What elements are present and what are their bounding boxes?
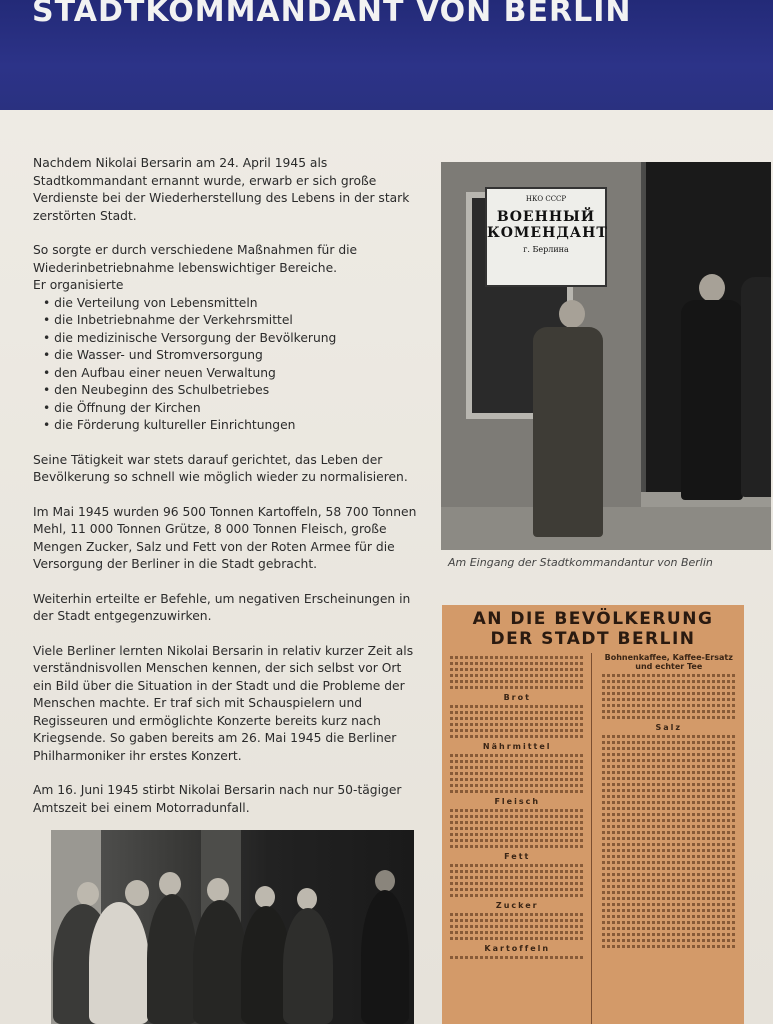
list-item: • den Neubeginn des Schulbetriebes [43,382,418,400]
paragraph-organized: Er organisierte [33,278,124,292]
paragraph-death: Am 16. Juni 1945 stirbt Nikolai Bersarin nach nur 50-tägiger Amtszeit bei einem Motorradunfall. [33,783,402,815]
paragraph-orders: Weiterhin erteilte er Befehle, um negativen Erscheinungen in der Stadt entgegenzuwirken. [33,591,411,623]
person [361,890,409,1024]
group-photo [51,830,414,1024]
person [147,894,197,1024]
proclamation-poster [442,605,744,1024]
list-item: • den Aufbau einer neuen Verwaltung [43,365,418,383]
paragraph-intro: Nachdem Nikolai Bersarin am 24. April 1945 als Stadtkommandant ernannt wurde, erwarb er sich große Verdienste bei der Wiederherstellung des Lebens in der stark zerstörten Stadt. [33,156,410,223]
person [193,900,247,1024]
text-column [33,155,418,834]
measures-list [33,295,418,435]
paragraph-measures: So sorgte er durch verschiedene Maßnahmen für die Wiederinbetriebnahme lebenswichtiger Bereiche. [33,243,358,275]
paragraph-berliners: Viele Berliner lernten Nikolai Bersarin in relativ kurzer Zeit als verständnisvollen Menschen kennen, der sich selbst vor Ort ein Bild über die Situation in der Stadt und die Probleme der Menschen machte. Er traf sich mit Schauspielern und Regisseuren und ermöglichte Konzerte bereits kurz nach Kriegsende. So gaben bereits am 26. Mai 1945 die Berliner Philharmoniker ihr erstes Konzert. [33,643,414,763]
header-band [0,0,773,110]
list-item: • die Inbetriebnahme der Verkehrsmittel [43,312,418,330]
page-title: STADTKOMMANDANT VON BERLIN [32,0,632,29]
poster-heading: DER STADT BERLIN [490,629,696,649]
list-item: • die medizinische Versorgung der Bevölkerung [43,330,418,348]
paragraph-supplies: Im Mai 1945 wurden 96 500 Tonnen Kartoffeln, 58 700 Tonnen Mehl, 11 000 Tonnen Grütze, 8 000 Tonnen Fleisch, große Mengen Zucker, Salz und Fett von der Roten Armee für die Versorgung der Berliner in die Stadt gebracht. [33,504,417,571]
poster-left-column: Brot Nährmittel Fleisch Fett Zucker Kartoffeln [450,653,592,1024]
paragraph-normalize: Seine Tätigkeit war stets darauf gerichtet, das Leben der Bevölkerung so schnell wie möglich wieder zu normalisieren. [33,452,408,484]
poster-right-column: Bohnenkaffee, Kaffee-Ersatz und echter Tee Salz [602,653,737,1024]
list-item: • die Förderung kultureller Einrichtungen [43,417,418,435]
list-item: • die Wasser- und Stromversorgung [43,347,418,365]
commandant-sign: НКО СССР ВОЕННЫЙ КОМЕНДАНТ г. Берлина [485,187,607,287]
guard-soldier [533,327,603,537]
officer [741,277,771,497]
commandant-entrance-photo [441,162,771,550]
person [89,902,149,1024]
list-item: • die Verteilung von Lebensmitteln [43,295,418,313]
photo-caption: Am Eingang der Stadtkommandantur von Berlin [448,556,713,569]
poster-heading: AN DIE BEVÖLKERUNG [472,609,714,629]
list-item: • die Öffnung der Kirchen [43,400,418,418]
officer [681,300,743,500]
person [283,908,333,1024]
